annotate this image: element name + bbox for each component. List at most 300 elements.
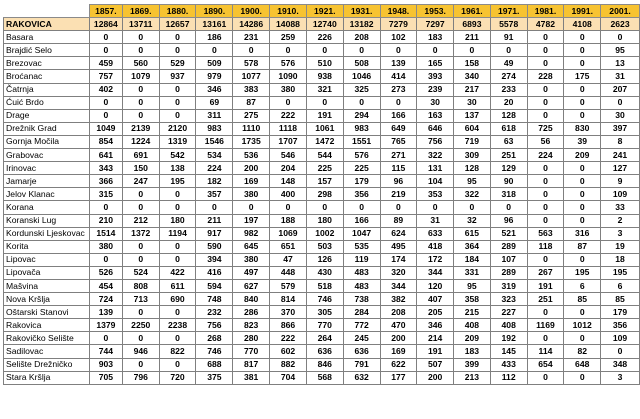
- population-value-cell: 200: [417, 371, 454, 384]
- population-value-cell: 645: [233, 240, 270, 253]
- population-value-cell: 294: [343, 109, 380, 122]
- population-value-cell: 470: [380, 319, 417, 332]
- population-value-cell: 119: [343, 253, 380, 266]
- population-value-cell: 346: [417, 319, 454, 332]
- total-value-cell: 7279: [380, 18, 417, 31]
- population-value-cell: 509: [196, 57, 233, 70]
- settlement-name-cell: Gornja Močila: [4, 135, 90, 148]
- population-value-cell: 150: [122, 162, 159, 175]
- population-value-cell: 0: [564, 96, 601, 109]
- population-value-cell: 96: [490, 214, 527, 227]
- population-value-cell: 1194: [159, 227, 196, 240]
- total-value-cell: 13182: [343, 18, 380, 31]
- population-value-cell: 259: [270, 31, 307, 44]
- table-row: [4, 57, 640, 70]
- population-value-cell: 624: [380, 227, 417, 240]
- population-value-cell: 0: [159, 306, 196, 319]
- population-value-cell: 0: [89, 31, 122, 44]
- population-value-cell: 0: [564, 332, 601, 345]
- table-row: [4, 253, 640, 266]
- population-value-cell: 200: [233, 162, 270, 175]
- population-value-cell: 177: [380, 371, 417, 384]
- population-value-cell: 1472: [306, 135, 343, 148]
- population-value-cell: 0: [527, 96, 564, 109]
- population-value-cell: 0: [159, 83, 196, 96]
- population-value-cell: 534: [196, 149, 233, 162]
- total-row: [4, 18, 640, 31]
- population-value-cell: 649: [380, 122, 417, 135]
- population-value-cell: 0: [122, 240, 159, 253]
- population-value-cell: 0: [527, 188, 564, 201]
- total-value-cell: 13711: [122, 18, 159, 31]
- population-value-cell: 938: [306, 70, 343, 83]
- population-value-cell: 611: [159, 279, 196, 292]
- settlement-name-cell: Grabovac: [4, 149, 90, 162]
- total-value-cell: 14286: [233, 18, 270, 31]
- population-value-cell: 846: [306, 358, 343, 371]
- total-value-cell: 7297: [417, 18, 454, 31]
- table-row: [4, 227, 640, 240]
- population-value-cell: 917: [196, 227, 233, 240]
- population-value-cell: 195: [601, 266, 640, 279]
- population-value-cell: 0: [159, 96, 196, 109]
- population-value-cell: 529: [159, 57, 196, 70]
- population-value-cell: 0: [601, 345, 640, 358]
- population-value-cell: 1319: [159, 135, 196, 148]
- population-value-cell: 380: [270, 83, 307, 96]
- population-value-cell: 211: [454, 31, 491, 44]
- population-value-cell: 448: [270, 266, 307, 279]
- population-value-cell: 226: [306, 31, 343, 44]
- population-value-cell: 713: [122, 293, 159, 306]
- population-value-cell: 120: [417, 279, 454, 292]
- population-value-cell: 1110: [233, 122, 270, 135]
- year-header-cell: 1890.: [196, 5, 233, 18]
- population-value-cell: 200: [380, 332, 417, 345]
- population-value-cell: 315: [89, 188, 122, 201]
- population-value-cell: 0: [490, 201, 527, 214]
- population-value-cell: 182: [196, 175, 233, 188]
- population-value-cell: 30: [417, 96, 454, 109]
- population-value-cell: 30: [601, 109, 640, 122]
- population-value-cell: 536: [233, 149, 270, 162]
- population-value-cell: 0: [159, 332, 196, 345]
- table-row: [4, 162, 640, 175]
- population-value-cell: 840: [233, 293, 270, 306]
- population-value-cell: 109: [601, 332, 640, 345]
- population-value-cell: 323: [490, 293, 527, 306]
- population-value-cell: 251: [527, 293, 564, 306]
- population-value-cell: 148: [270, 175, 307, 188]
- population-value-cell: 6: [564, 279, 601, 292]
- population-value-cell: 0: [564, 253, 601, 266]
- population-value-cell: 982: [233, 227, 270, 240]
- population-value-cell: 1551: [343, 135, 380, 148]
- population-value-cell: 544: [306, 149, 343, 162]
- population-value-cell: 358: [454, 293, 491, 306]
- population-value-cell: 370: [270, 306, 307, 319]
- population-value-cell: 0: [122, 253, 159, 266]
- table-row: [4, 266, 640, 279]
- population-value-cell: 430: [306, 266, 343, 279]
- settlement-name-cell: Ćuić Brdo: [4, 96, 90, 109]
- table-body: [4, 5, 640, 385]
- year-header-cell: 1981.: [527, 5, 564, 18]
- table-row: [4, 188, 640, 201]
- population-value-cell: 320: [380, 266, 417, 279]
- population-value-cell: 720: [159, 371, 196, 384]
- population-value-cell: 636: [343, 345, 380, 358]
- year-header-cell: 1953.: [417, 5, 454, 18]
- population-value-cell: 2250: [122, 319, 159, 332]
- population-value-cell: 0: [306, 44, 343, 57]
- population-value-cell: 503: [306, 240, 343, 253]
- population-value-cell: 688: [196, 358, 233, 371]
- population-value-cell: 245: [343, 332, 380, 345]
- population-value-cell: 756: [196, 319, 233, 332]
- population-value-cell: 0: [527, 44, 564, 57]
- population-value-cell: 20: [490, 96, 527, 109]
- population-value-cell: 0: [380, 96, 417, 109]
- table-row: [4, 83, 640, 96]
- population-value-cell: 211: [196, 214, 233, 227]
- population-value-cell: 746: [196, 345, 233, 358]
- population-value-cell: 166: [343, 214, 380, 227]
- population-value-cell: 0: [527, 332, 564, 345]
- population-value-cell: 172: [417, 253, 454, 266]
- population-value-cell: 510: [306, 57, 343, 70]
- population-value-cell: 207: [601, 83, 640, 96]
- population-value-cell: 348: [601, 358, 640, 371]
- population-value-cell: 183: [417, 31, 454, 44]
- population-value-cell: 180: [306, 214, 343, 227]
- table-row: [4, 279, 640, 292]
- population-value-cell: 817: [233, 358, 270, 371]
- population-value-cell: 0: [601, 31, 640, 44]
- population-value-cell: 158: [454, 57, 491, 70]
- population-value-cell: 224: [527, 149, 564, 162]
- population-value-cell: 725: [527, 122, 564, 135]
- population-value-cell: 0: [122, 109, 159, 122]
- population-value-cell: 137: [454, 109, 491, 122]
- population-value-cell: 104: [417, 175, 454, 188]
- population-value-cell: 0: [343, 201, 380, 214]
- population-value-cell: 0: [527, 83, 564, 96]
- settlement-name-cell: Mašvina: [4, 279, 90, 292]
- population-value-cell: 633: [417, 227, 454, 240]
- population-value-cell: 3: [601, 371, 640, 384]
- population-value-cell: 563: [527, 227, 564, 240]
- population-value-cell: 0: [196, 44, 233, 57]
- population-value-cell: 56: [527, 135, 564, 148]
- population-value-cell: 0: [159, 188, 196, 201]
- population-value-cell: 705: [89, 371, 122, 384]
- population-value-cell: 169: [233, 175, 270, 188]
- population-value-cell: 0: [122, 201, 159, 214]
- population-value-cell: 214: [417, 332, 454, 345]
- population-value-cell: 0: [527, 109, 564, 122]
- population-value-cell: 1118: [270, 122, 307, 135]
- year-header-row: [4, 5, 640, 18]
- year-header-cell: 1971.: [490, 5, 527, 18]
- population-value-cell: 174: [380, 253, 417, 266]
- population-value-cell: 344: [380, 279, 417, 292]
- population-value-cell: 231: [233, 31, 270, 44]
- population-value-cell: 0: [527, 57, 564, 70]
- population-value-cell: 163: [417, 109, 454, 122]
- population-value-cell: 546: [270, 149, 307, 162]
- population-value-cell: 0: [89, 253, 122, 266]
- population-value-cell: 594: [196, 279, 233, 292]
- population-value-cell: 0: [122, 31, 159, 44]
- population-value-cell: 0: [564, 188, 601, 201]
- table-row: [4, 175, 640, 188]
- population-value-cell: 47: [270, 253, 307, 266]
- population-value-cell: 1049: [89, 122, 122, 135]
- population-value-cell: 127: [601, 162, 640, 175]
- table-row: [4, 109, 640, 122]
- population-value-cell: 796: [122, 371, 159, 384]
- population-value-cell: 1079: [122, 70, 159, 83]
- population-value-cell: 0: [454, 44, 491, 57]
- population-value-cell: 1514: [89, 227, 122, 240]
- population-value-cell: 0: [122, 332, 159, 345]
- population-value-cell: 636: [306, 345, 343, 358]
- population-value-cell: 0: [527, 162, 564, 175]
- population-value-cell: 0: [564, 306, 601, 319]
- population-value-cell: 273: [380, 83, 417, 96]
- population-value-cell: 32: [454, 214, 491, 227]
- population-value-cell: 576: [343, 149, 380, 162]
- population-value-cell: 225: [343, 162, 380, 175]
- population-value-cell: 542: [159, 149, 196, 162]
- population-value-cell: 0: [89, 332, 122, 345]
- population-value-cell: 225: [306, 162, 343, 175]
- population-value-cell: 274: [490, 70, 527, 83]
- year-header-cell: 1948.: [380, 5, 417, 18]
- population-value-cell: 319: [490, 279, 527, 292]
- total-value-cell: 5578: [490, 18, 527, 31]
- population-value-cell: 232: [196, 306, 233, 319]
- table-row: [4, 293, 640, 306]
- population-value-cell: 118: [527, 240, 564, 253]
- population-value-cell: 756: [417, 135, 454, 148]
- population-value-cell: 535: [343, 240, 380, 253]
- population-value-cell: 770: [306, 319, 343, 332]
- population-value-cell: 0: [159, 109, 196, 122]
- population-value-cell: 316: [564, 227, 601, 240]
- settlement-name-cell: Oštarski Stanovi: [4, 306, 90, 319]
- settlement-name-cell: Lipovača: [4, 266, 90, 279]
- total-value-cell: 14088: [270, 18, 307, 31]
- population-value-cell: 507: [417, 358, 454, 371]
- population-value-cell: 0: [159, 358, 196, 371]
- population-value-cell: 95: [454, 279, 491, 292]
- population-value-cell: 209: [454, 332, 491, 345]
- population-value-cell: 0: [564, 201, 601, 214]
- population-value-cell: 937: [159, 70, 196, 83]
- population-value-cell: 1169: [527, 319, 564, 332]
- population-value-cell: 0: [527, 371, 564, 384]
- population-value-cell: 364: [454, 240, 491, 253]
- population-value-cell: 524: [122, 266, 159, 279]
- total-value-cell: 13161: [196, 18, 233, 31]
- population-value-cell: 87: [564, 240, 601, 253]
- population-value-cell: 422: [159, 266, 196, 279]
- population-value-cell: 219: [380, 188, 417, 201]
- population-value-cell: 822: [159, 345, 196, 358]
- table-row: [4, 44, 640, 57]
- population-value-cell: 576: [270, 57, 307, 70]
- population-value-cell: 746: [306, 293, 343, 306]
- population-value-cell: 271: [380, 149, 417, 162]
- population-value-cell: 0: [270, 44, 307, 57]
- population-value-cell: 646: [417, 122, 454, 135]
- population-value-cell: 0: [490, 44, 527, 57]
- population-value-cell: 380: [233, 188, 270, 201]
- population-value-cell: 483: [343, 279, 380, 292]
- population-value-cell: 169: [380, 345, 417, 358]
- population-value-cell: 497: [233, 266, 270, 279]
- population-value-cell: 0: [380, 201, 417, 214]
- population-value-cell: 184: [454, 253, 491, 266]
- population-value-cell: 579: [270, 279, 307, 292]
- population-value-cell: 454: [89, 279, 122, 292]
- population-value-cell: 3: [601, 227, 640, 240]
- population-value-cell: 131: [417, 162, 454, 175]
- population-value-cell: 2139: [122, 122, 159, 135]
- year-header-cell: 1900.: [233, 5, 270, 18]
- population-value-cell: 208: [343, 31, 380, 44]
- population-value-cell: 0: [233, 44, 270, 57]
- population-value-cell: 382: [380, 293, 417, 306]
- population-value-cell: 757: [89, 70, 122, 83]
- table-row: [4, 214, 640, 227]
- population-value-cell: 322: [454, 188, 491, 201]
- population-value-cell: 433: [490, 358, 527, 371]
- population-value-cell: 95: [454, 175, 491, 188]
- population-value-cell: 1735: [233, 135, 270, 148]
- population-value-cell: 0: [306, 201, 343, 214]
- population-value-cell: 375: [196, 371, 233, 384]
- population-value-cell: 305: [306, 306, 343, 319]
- population-value-cell: 0: [196, 201, 233, 214]
- population-value-cell: 0: [417, 201, 454, 214]
- year-header-cell: 1869.: [122, 5, 159, 18]
- population-value-cell: 604: [454, 122, 491, 135]
- table-row: [4, 135, 640, 148]
- table-row: [4, 122, 640, 135]
- population-value-cell: 0: [122, 306, 159, 319]
- settlement-name-cell: Basara: [4, 31, 90, 44]
- population-value-cell: 215: [454, 306, 491, 319]
- population-value-cell: 96: [380, 175, 417, 188]
- population-value-cell: 704: [270, 371, 307, 384]
- population-value-cell: 399: [454, 358, 491, 371]
- settlement-name-cell: Lipovac: [4, 253, 90, 266]
- population-value-cell: 30: [454, 96, 491, 109]
- population-value-cell: 69: [196, 96, 233, 109]
- population-value-cell: 0: [122, 96, 159, 109]
- population-value-cell: 343: [89, 162, 122, 175]
- table-row: [4, 70, 640, 83]
- population-value-cell: 0: [564, 162, 601, 175]
- population-value-cell: 0: [527, 175, 564, 188]
- population-value-cell: 1012: [564, 319, 601, 332]
- population-value-cell: 0: [564, 109, 601, 122]
- population-value-cell: 102: [380, 31, 417, 44]
- population-value-cell: 402: [89, 83, 122, 96]
- settlement-name-cell: Kordunski Ljeskovac: [4, 227, 90, 240]
- year-header-cell: 1880.: [159, 5, 196, 18]
- table-row: [4, 149, 640, 162]
- population-value-cell: 0: [159, 44, 196, 57]
- population-value-cell: 1047: [343, 227, 380, 240]
- population-value-cell: 357: [196, 188, 233, 201]
- population-value-cell: 212: [122, 214, 159, 227]
- population-value-cell: 0: [564, 44, 601, 57]
- population-value-cell: 353: [417, 188, 454, 201]
- population-value-cell: 179: [601, 306, 640, 319]
- population-value-cell: 568: [306, 371, 343, 384]
- population-value-cell: 622: [380, 358, 417, 371]
- population-value-cell: 205: [417, 306, 454, 319]
- year-header-cell: 1921.: [306, 5, 343, 18]
- population-value-cell: 0: [343, 96, 380, 109]
- population-value-cell: 1002: [306, 227, 343, 240]
- settlement-name-cell: Broćanac: [4, 70, 90, 83]
- population-value-cell: 383: [233, 83, 270, 96]
- population-value-cell: 204: [270, 162, 307, 175]
- table-row: [4, 345, 640, 358]
- population-value-cell: 18: [601, 253, 640, 266]
- population-value-cell: 748: [196, 293, 233, 306]
- total-value-cell: 4782: [527, 18, 564, 31]
- year-header-cell: 1931.: [343, 5, 380, 18]
- population-value-cell: 298: [306, 188, 343, 201]
- settlement-name-cell: Jelov Klanac: [4, 188, 90, 201]
- population-value-cell: 0: [159, 240, 196, 253]
- population-value-cell: 165: [417, 57, 454, 70]
- settlement-name-cell: Stara Kršlja: [4, 371, 90, 384]
- population-value-cell: 654: [527, 358, 564, 371]
- population-value-cell: 400: [270, 188, 307, 201]
- population-value-cell: 289: [490, 266, 527, 279]
- population-value-cell: 738: [343, 293, 380, 306]
- population-value-cell: 179: [343, 175, 380, 188]
- population-value-cell: 227: [490, 306, 527, 319]
- total-value-cell: 2623: [601, 18, 640, 31]
- population-value-cell: 627: [233, 279, 270, 292]
- population-value-cell: 1707: [270, 135, 307, 148]
- population-value-cell: 0: [122, 188, 159, 201]
- settlement-name-cell: Rakovičko Selište: [4, 332, 90, 345]
- population-value-cell: 719: [454, 135, 491, 148]
- population-value-cell: 979: [196, 70, 233, 83]
- population-value-cell: 521: [490, 227, 527, 240]
- population-value-cell: 309: [454, 149, 491, 162]
- population-value-cell: 356: [343, 188, 380, 201]
- population-value-cell: 85: [564, 293, 601, 306]
- population-value-cell: 0: [527, 201, 564, 214]
- population-value-cell: 6: [601, 279, 640, 292]
- settlement-name-cell: Sadilovac: [4, 345, 90, 358]
- population-value-cell: 632: [343, 371, 380, 384]
- settlement-name-cell: Irinovac: [4, 162, 90, 175]
- population-value-cell: 1046: [343, 70, 380, 83]
- population-value-cell: 139: [89, 306, 122, 319]
- population-value-cell: 770: [233, 345, 270, 358]
